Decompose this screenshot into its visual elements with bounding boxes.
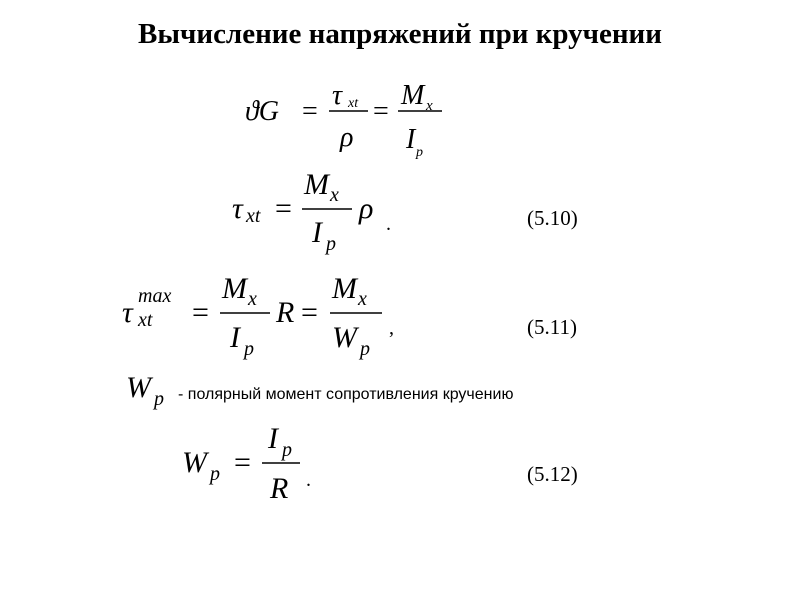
f3-punctuation: , — [389, 317, 394, 339]
f2-punctuation: . — [386, 213, 391, 235]
f4-punctuation: . — [306, 469, 311, 491]
f3-denominator-2-sub: p — [360, 338, 370, 360]
f3-equals-1: = — [192, 296, 209, 329]
f1-denominator-1: ρ — [340, 122, 354, 153]
f3-denominator-2: W — [332, 321, 357, 354]
formula-5-11 — [118, 272, 408, 362]
f4-lhs: W — [182, 446, 207, 479]
slide-title: Вычисление напряжений при кручении — [138, 18, 662, 50]
equation-number-5-12: (5.12) — [527, 462, 578, 486]
f1-numerator-2: M — [401, 80, 425, 111]
f4-numerator-sub: p — [282, 439, 292, 461]
f2-numerator: M — [304, 168, 329, 201]
f1-numerator-1-sub: xt — [348, 96, 359, 111]
f2-numerator-sub: x — [330, 184, 339, 206]
note-symbol-main: W — [126, 371, 151, 404]
note-symbol-sub: p — [154, 388, 164, 410]
f1-denominator-2-sub: p — [416, 145, 423, 160]
f4-numerator: I — [268, 422, 278, 455]
f4-denominator: R — [270, 472, 289, 505]
f1-numerator-1: τ — [332, 80, 343, 111]
formula-torsion-relation — [240, 70, 470, 165]
f3-lhs: τ — [122, 296, 133, 329]
formula-5-12 — [178, 420, 328, 510]
f4-equals: = — [234, 446, 251, 479]
f2-denominator-sub: p — [326, 233, 336, 255]
f3-radius: R — [276, 296, 295, 329]
f2-equals: = — [275, 192, 292, 225]
f1-equals-1: = — [302, 96, 318, 127]
f1-numerator-2-sub: x — [426, 98, 433, 114]
f3-denominator-1-sub: p — [244, 338, 254, 360]
f2-lhs-sub: xt — [246, 205, 261, 227]
f2-rho: ρ — [359, 192, 374, 225]
note-symbol — [122, 367, 180, 411]
f3-numerator-2-sub: x — [358, 288, 367, 310]
equation-number-5-11: (5.11) — [527, 315, 577, 339]
f3-numerator-2: M — [332, 272, 357, 305]
f2-denominator: I — [312, 216, 322, 249]
f3-denominator-1: I — [230, 321, 240, 354]
f1-equals-2: = — [373, 96, 389, 127]
f3-numerator-1-sub: x — [248, 288, 257, 310]
f3-lhs-sub: xt — [138, 309, 153, 331]
f3-numerator-1: M — [222, 272, 247, 305]
f4-lhs-sub: p — [210, 463, 220, 485]
f3-lhs-sup: max — [138, 285, 172, 307]
equation-number-5-10: (5.10) — [527, 206, 578, 230]
formula-5-10 — [228, 170, 408, 255]
f1-denominator-2: I — [406, 124, 416, 155]
f2-lhs: τ — [232, 192, 243, 225]
note-text: - полярный момент сопротивления кручению — [178, 386, 514, 403]
f1-lhs: ϑG — [245, 96, 279, 127]
f3-equals-2: = — [301, 296, 318, 329]
